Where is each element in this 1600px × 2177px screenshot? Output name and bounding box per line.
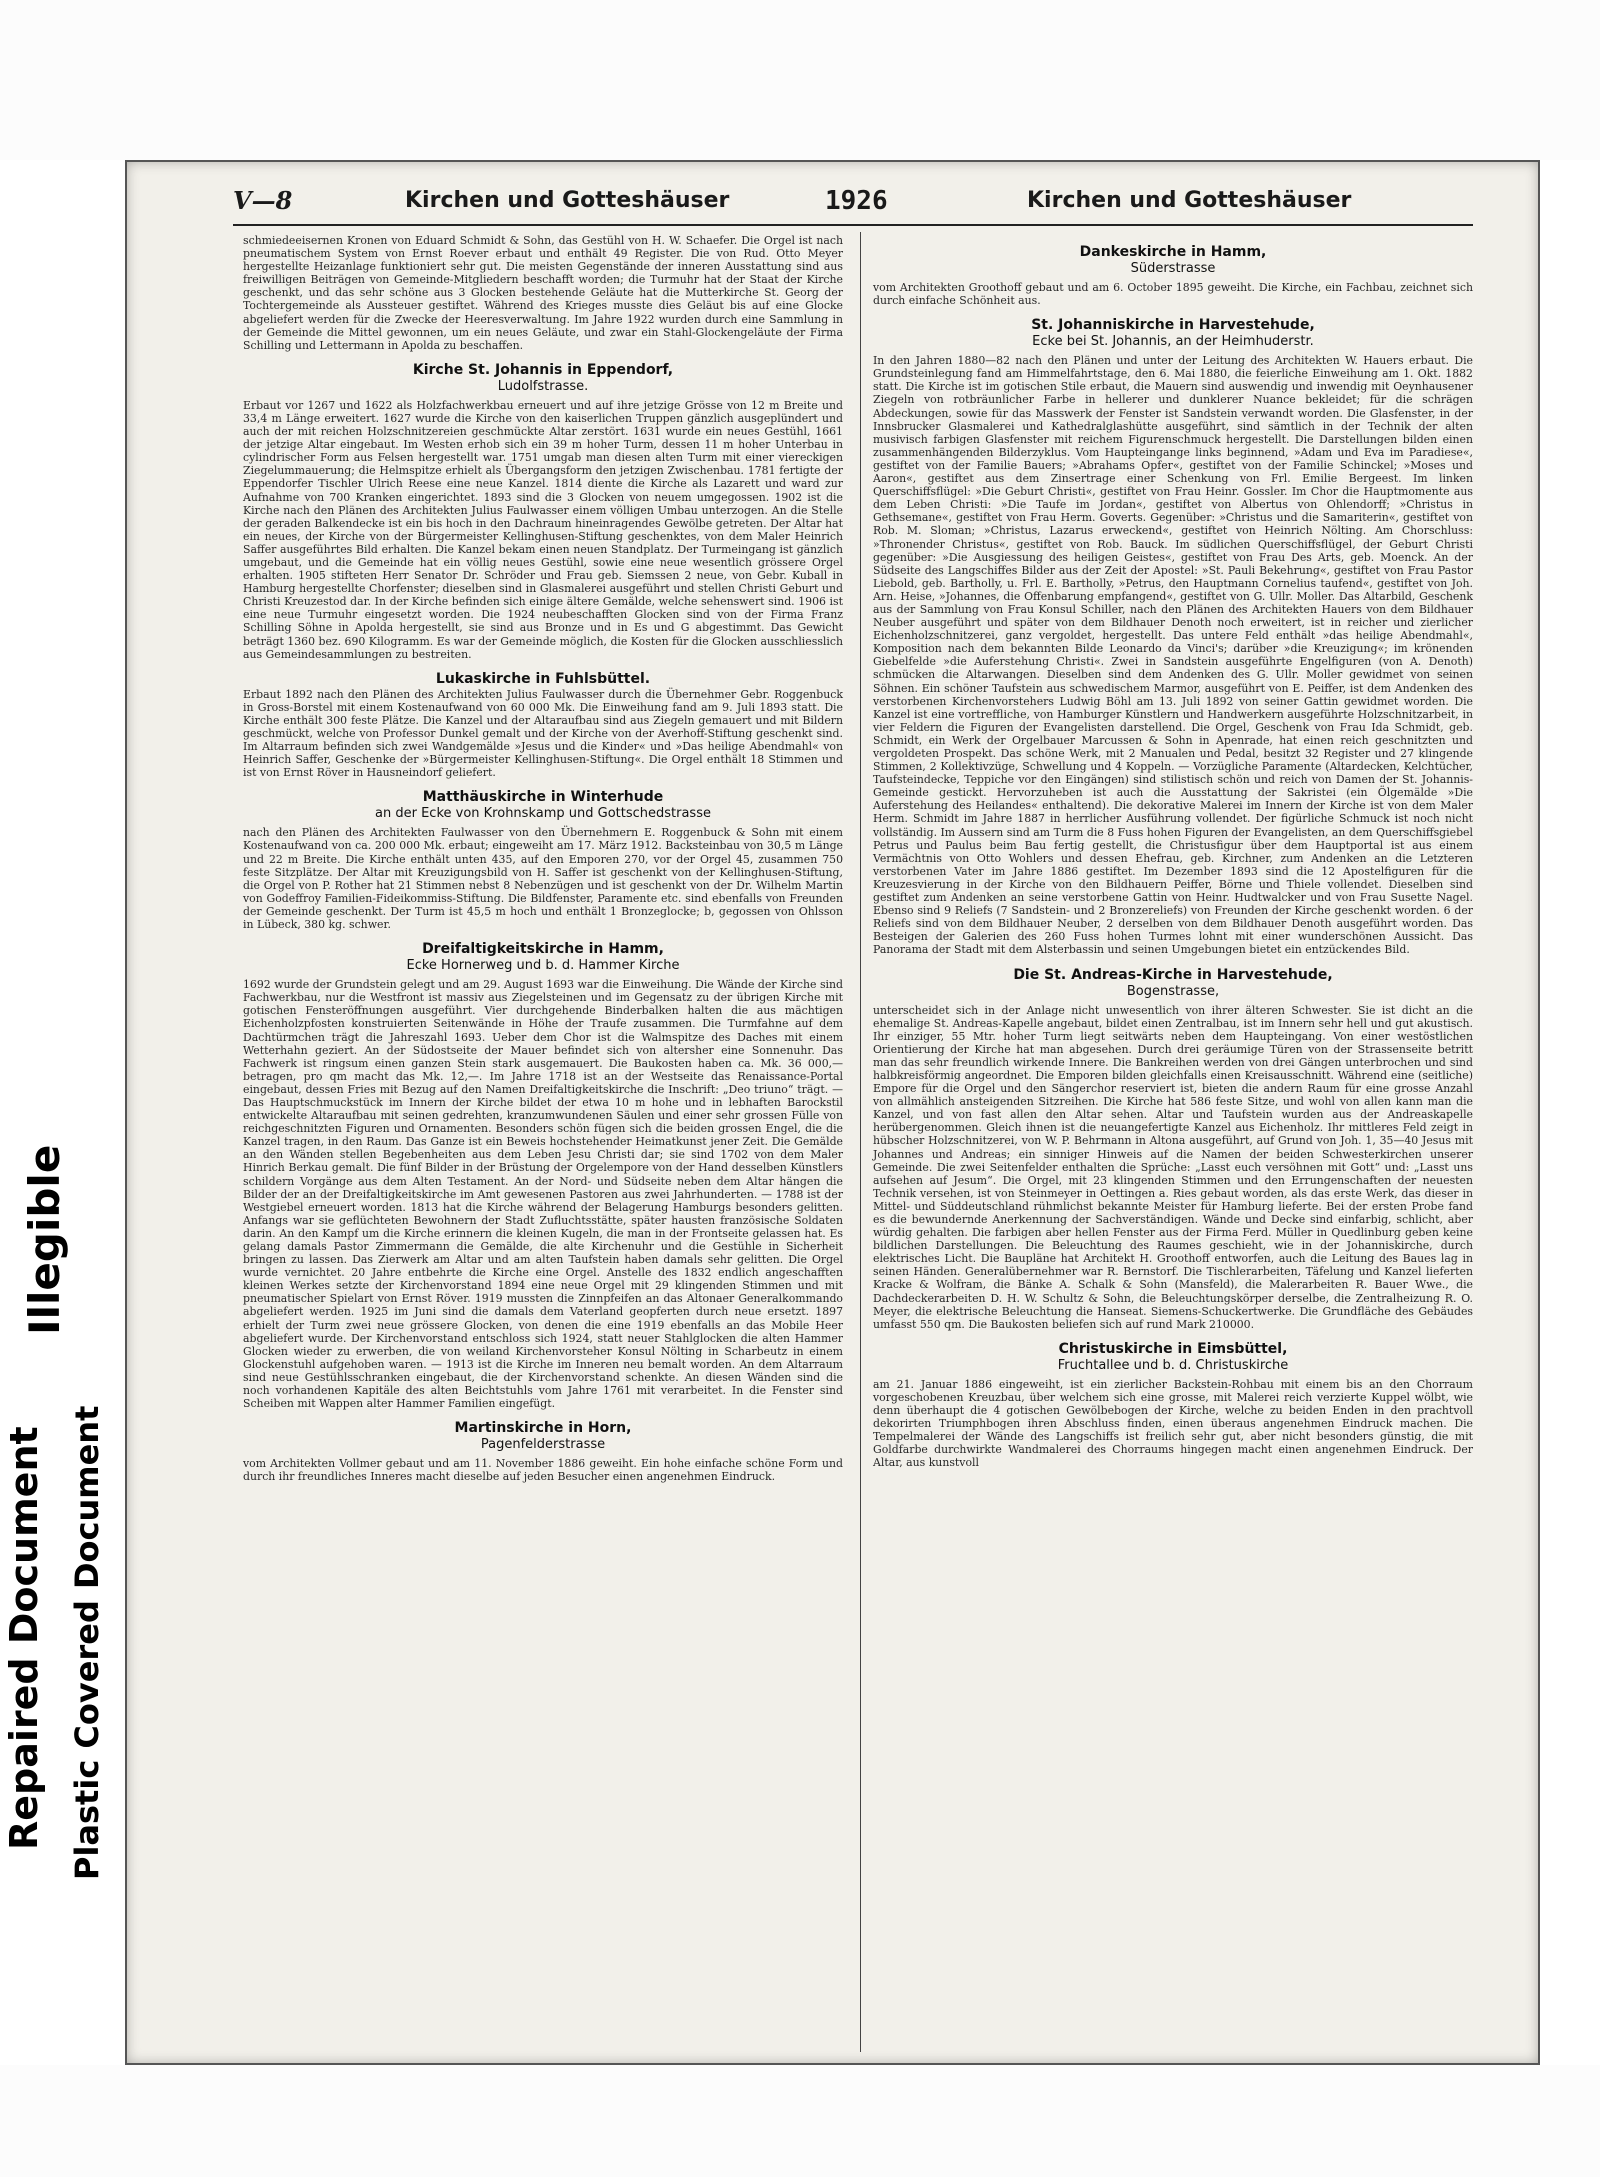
church-entry	[243, 1420, 843, 1483]
church-description: In den Jahren 1880—82 nach den Plänen und unter der Leitung des Architekten W. Hauers erbaut. Die Grundsteinlegung fand am Himmelfahrtstage, den 6. Mai 1880, die feierliche Einweihung am 1. Okt. 1882 statt. Die Kirche ist im gotischen Stile erbaut, die Mauern sind auswendig und inwendig mit Oeynhausener Ziegeln von rotbräunlicher Farbe in hellerer und dunklerer Nuance bekleidet; für die schrägen Abdeckungen, sowie für das Masswerk der Fenster ist Sandstein verwandt worden. Die Glasfenster, in der Innsbrucker Glasmalerei und Kathedralglashütte ausgeführt, sind sämtlich in der Technik der alten musivisch farbigen Glasfenster mit reichem Figurenschmuck hergestellt. Die Darstellungen bilden einen zusammenhängenden Bilderzyklus. Vom Haupteingange links beginnend, »Adam und Eva im Paradiese«, gestiftet von der Familie Bauers; »Abrahams Opfer«, gestiftet von der Familie Schinckel; »Moses und Aaron«, gestiftet aus dem Zinsertrage einer Schenkung von Frl. Emilie Bergeest. Im linken Querschiffsflügel: »Die Geburt Christi«, gestiftet von Frau Heinr. Gossler. Im Chor die Hauptmomente aus dem Leben Christi: »Die Taufe im Jordan«, gestiftet von Albertus von Ohlendorff; »Christus in Gethsemane«, gestiftet von Frau Herm. Goverts. Gegenüber: »Christus und die Samariterin«, gestiftet von Rob. M. Sloman; »Christus, Lazarus erweckend«, gestiftet von Heinrich Nölting. Am Chorschluss: »Thronender Christus«, gestiftet von Rob. Bauck. Im südlichen Querschiffsflügel, der Geburt Christi gegenüber: »Die Ausgiessung des heiligen Geistes«, gestiftet von Frau Des Arts, geb. Moenck. An der Südseite des Langschiffes Bilder aus der Zeit der Apostel: »St. Pauli Bekehrung«, gestiftet von Frau Pastor Liebold, geb. Bartholly, u. Frl. E. Bartholly, »Petrus, den Hauptmann Cornelius taufend«, gestiftet von Joh. Arn. Heise, »Johannes, die Offenbarung empfangend«, gestiftet von G. Ullr. Moller. Das Altarbild, Geschenk aus der Sammlung von Frau Konsul Schiller, nach den Plänen des Architekten Hauers von dem Bildhauer Neuber ausgeführt und später von dem Bildhauer Denoth noch erweitert, ist in reicher und zierlicher Eichenholzschnitzerei, ganz vergoldet, hergestellt. Das untere Feld enthält »das heilige Abendmahl«, Komposition nach dem bekannten Bilde Leonardo da Vinci's; darüber »die Kreuzigung«; im krönenden Giebelfelde »die Auferstehung Christi«. Zwei in Sandstein ausgeführte Engelfiguren (von A. Denoth) schmücken die Altarwangen. Dieselben sind dem Andenken des G. Ullr. Moller gewidmet von seinen Söhnen. Ein schöner Taufstein aus schwedischem Marmor, ausgeführt von E. Peiffer, ist dem Andenken des verstorbenen Kirchenvorstehers Ludwig Böhl am 13. Juli 1892 von seiner Gattin gewidmet worden. Die Kanzel ist eine vortreffliche, von Hamburger Künstlern und Handwerkern ausgeführte Holzschnitzarbeit, in vier Feldern die Figuren der Evangelisten darstellend. Die Orgel, Geschenk von Frau Ida Schmidt, geb. Schmidt, ein Werk der Orgelbauer Marcussen & Sohn in Apenrade, hat einen reich geschnitzten und vergoldeten Prospekt. Das schöne Werk, mit 2 Manualen und Pedal, besitzt 32 Register und 27 klingende Stimmen, 2 Kollektivzüge, Schwellung und 4 Koppeln. — Vorzügliche Paramente (Altardecken, Kelchtücher, Taufsteindecke, Teppiche vor den Eingängen) sind stilistisch schön und reich von Damen der St. Johannis-Gemeinde gestickt. Hervorzuheben ist auch die Ausstattung der Sakristei (ein Ölgemälde »Die Auferstehung des Heilandes« enthaltend). Die dekorative Malerei im Innern der Kirche ist von dem Maler Herm. Schmidt im Jahre 1887 in herrlicher Ausführung vollendet. Der figürliche Schmuck ist noch nicht vollständig. Im Aussern sind am Turm die 8 Fuss hohen Figuren der Evangelisten, an dem Querschiffsgiebel Petrus und Paulus beim Bau fertig gestellt, die Christusfigur über dem Hauptportal ist aus einem Vermächtnis von Otto Wohlers und dessen Ehefrau, geb. Kirchner, zum Andenken an die Letzteren verstorbenen Vater im Jahre 1886 gestiftet. Im Dezember 1893 sind die 12 Apostelfiguren für die Kreuzesvierung in der Kirche von den Bildhauern Peiffer, Börne und Thiele vollendet. Dieselben sind gestiftet zum Andenken an seine verstorbene Gattin von Heinr. Hudtwalcker und von Frau Susette Nagel. Ebenso sind 9 Reliefs (7 Sandstein- und 2 Bronzereliefs) von Freunden der Kirche geschenkt worden. 6 der Reliefs sind von dem Bildhauer Neuber, 2 derselben von dem Bildhauer Denoth ausgeführt worden. Das Besteigen der Galerien des 260 Fuss hohen Turmes lohnt mit einer wunderschönen Aussicht. Das Panorama der Stadt mit dem Alsterbassin und seinen Umgebungen bietet ein entzückendes Bild.	[873, 354, 1473, 957]
church-address: Ecke bei St. Johannis, an der Heimhuderstr.	[1032, 334, 1314, 350]
church-title: Kirche St. Johannis in Eppendorf,	[412, 361, 674, 378]
right-column	[873, 234, 1473, 1474]
church-address: an der Ecke von Krohnskamp und Gottschedstrasse	[375, 806, 711, 822]
church-title: St. Johanniskirche in Harvestehude,	[1031, 317, 1315, 334]
church-description: vom Architekten Groothoff gebaut und am 6. October 1895 geweiht. Die Kirche, ein Fachbau, zeichnet sich durch einfache Schönheit aus.	[873, 281, 1473, 308]
church-entry	[243, 671, 843, 780]
church-title: Dreifaltigkeitskirche in Hamm,	[422, 941, 664, 958]
page-number: V—8	[233, 186, 293, 215]
church-title: Lukaskirche in Fuhlsbüttel.	[435, 670, 651, 687]
church-description: 1692 wurde der Grundstein gelegt und am 29. August 1693 war die Einweihung. Die Wände der Kirche sind Fachwerkbau, nur die Westfront ist massiv aus Ziegelsteinen und im Gegensatz zu der übrigen Kirche mit gotischen Fensteröffnungen ausgeführt. Vier durchgehende Binderbalken halten die aus mächtigen Eichenholzpfosten konstruierten Seitenwände in Höhe der Traufe zusammen. Die Turmfahne auf dem Dachtürmchen trägt die Jahreszahl 1693. Ueber dem Chor ist die Walmspitze des Daches mit einem Wetterhahn geziert. An der Südostseite der Mauer befindet sich von altersher eine Sonnenuhr. Das Fachwerk ist ringsum einen ganzen Stein stark ausgemauert. Die Baukosten haben ca. Mk. 36 000,— betragen, pro qm macht das Mk. 12,—. Im Jahre 1718 ist an der Westseite das Renaissance-Portal eingebaut, dessen Fries mit Bezug auf den Namen Dreifaltigkeitskirche die Inschrift: „Deo triuno“ trägt. — Das Hauptschmuckstück im Innern der Kirche bildet der etwa 10 m hohe und in lebhaften Barockstil entwickelte Altaraufbau mit seinen gedrehten, kranzumwundenen Säulen und einer sehr grossen Fülle von reichgeschnitzten Figuren und Ornamenten. Besonders schön fügen sich die beiden grossen Engel, die die Kanzel tragen, in den Raum. Das Ganze ist ein Beweis hochstehender Heimatkunst jener Zeit. Die Gemälde an den Wänden stellen Begebenheiten aus dem Leben Jesu Christi dar; sie sind 1702 von dem Maler Hinrich Berkau gemalt. Die fünf Bilder in der Brüstung der Orgelempore von der Hand desselben Künstlers schildern Vorgänge aus dem Alten Testament. An der Nord- und Südseite neben dem Altar hängen die Bilder der an der Dreifaltigkeitskirche im Amt gewesenen Pastoren aus zwei Jahrhunderten. — 1788 ist der Westgiebel erneuert worden. 1813 hat die Kirche während der Belagerung Hamburgs besonders gelitten. Anfangs war sie geflüchteten Bewohnern der Stadt Zufluchtsstätte, später hausten französische Soldaten darin. An den Kampf um die Kirche erinnern die kleinen Kugeln, die man in der Frontseite gelassen hat. Es gelang damals Pastor Zimmermann die Gemälde, die alte Kirchenuhr und die Gestühle in Sicherheit bringen zu lassen. Das Zierwerk am Altar und am alten Taufstein haben damals sehr gelitten. Die Orgel wurde vernichtet. 20 Jahre entbehrte die Kirche eine Orgel. Anstelle des 1832 endlich angeschafften kleinen Werkes setzte der Kirchenvorstand 1894 eine neue Orgel mit 29 klingenden Stimmen und mit pneumatischer Spielart von Ernst Röver. 1919 mussten die Zinnpfeifen an das Altonaer Generalkommando abgeliefert werden. 1925 im Juni sind die damals dem Vaterland geopferten durch neue ersetzt. 1897 erhielt der Turm zwei neue grössere Glocken, von denen die eine 1919 ebenfalls an das Mobile Heer abgeliefert wurde. Der Kirchenvorstand entschloss sich 1924, statt neuer Stahlglocken die alten Hammer Glocken wieder zu erwerben, die von weiland Kirchenvorsteher Konsul Nölting in Scharbeutz in einem Glockenstuhl aufgehoben waren. — 1913 ist die Kirche im Inneren neu bemalt worden. An dem Altarraum sind neue Gestühlsschranken eingebaut, die der Kirchenvorstand schenkte. An diesen Wänden sind die noch vorhandenen Kapitäle des alten Beichtstuhls vom Jahre 1761 mit verarbeitet. In die Fenster sind Scheiben mit Wappen alter Hammer Familien eingefügt.	[243, 978, 843, 1411]
church-title: Dankeskirche in Hamm,	[1079, 244, 1267, 260]
column-divider	[860, 232, 861, 2052]
church-description: unterscheidet sich in der Anlage nicht unwesentlich von ihrer älteren Schwester. Sie ist dicht an die ehemalige St. Andreas-Kapelle angebaut, bildet einen Zentralbau, ist im Innern sehr hell und gut akustisch. Ihr einziger, 55 Mtr. hoher Turm liegt seitwärts neben dem Haupteingang. Von einer westöstlichen Orientierung der Kirche hat man abgesehen. Durch drei geräumige Türen von der Strassenseite betritt man das sehr freundlich wirkende Innere. Die Bankreihen werden von drei Gängen unterbrochen und sind halbkreisförmig angeordnet. Die Emporen bilden gleichfalls einen Kreisausschnitt. Während eine (seitliche) Empore für die Orgel und den Sängerchor reserviert ist, bieten die andern Raum für eine grosse Anzahl von allmählich ansteigenden Sitzreihen. Die Kirche hat 586 feste Sitze, und wohl von allen kann man die Kanzel, und von fast allen den Altar sehen. Altar und Taufstein wurden aus der Andreaskapelle herübergenommen. Gleich ihnen ist die neuangefertigte Kanzel aus Eichenholz. Ihr mittleres Feld zeigt in hübscher Holzschnitzerei, von W. P. Behrmann in Altona ausgeführt, auf Grund von Joh. 1, 35—40 Jesus mit Johannes und Andreas; ein sinniger Hinweis auf die Namen der beiden Schwesterkirchen unserer Gemeinde. Die zwei Seitenfelder enthalten die Sprüche: „Lasst euch versöhnen mit Gott“ und: „Lasst uns aufsehen auf Jesum“. Die Orgel, mit 23 klingenden Stimmen und den Errungenschaften der neuesten Technik versehen, ist von Steinmeyer in Oettingen a. Ries gebaut worden, als das erste Werk, das dieser in Mittel- und Süddeutschland rühmlichst bekannte Meister für Hamburg lieferte. Bei der ersten Probe fand es die bewundernde Anerkennung der Sachverständigen. Wände und Decke sind einfarbig, schlicht, aber würdig gehalten. Die farbigen aber hellen Fenster aus der Firma Ferd. Müller in Quedlinburg geben keine bildlichen Darstellungen. Die Beleuchtung des Raumes geschieht, wie in der Johanniskirche, durch elektrisches Licht. Die Baupläne hat Architekt H. Groothoff entworfen, auch die Leitung des Baues lag in seinen Händen. Generalübernehmer war R. Bernstorf. Die Tischlerarbeiten, Täfelung und Kanzel lieferten Kracke & Wolfram, die Bänke A. Schalk & Sohn (Mansfeld), die Malerarbeiten R. Bauer Wwe., die Dachdeckerarbeiten D. H. W. Schultz & Sohn, die Beleuchtungskörper derselbe, die Zentralheizung R. O. Meyer, die elektrische Beleuchtung die Hanseat. Siemens-Schuckertwerke. Die Grundfläche des Gebäudes umfasst 550 qm. Die Baukosten beliefen sich auf rund Mark 210000.	[873, 1003, 1473, 1331]
church-title: Matthäuskirche in Winterhude	[422, 789, 664, 806]
church-address: Ecke Hornerweg und b. d. Hammer Kirche	[406, 958, 680, 974]
church-title: Christuskirche in Eimsbüttel,	[1058, 1340, 1288, 1357]
church-description: Erbaut vor 1267 und 1622 als Holzfachwerkbau erneuert und auf ihre jetzige Grösse von 12 m Breite und 33,4 m Länge erweitert. 1627 wurde die Kirche von den kaiserlichen Truppen gänzlich ausgeplündert und auch der mit reichen Holzschnitzereien geschmückte Altar zerstört. 1631 wurde ein neues Gestühl, 1661 der jetzige Altar eingebaut. Im Westen erhob sich ein 39 m hoher Turm, dessen 11 m hoher Unterbau in cylindrischer Form aus Felsen hergestellt war. 1751 umgab man diesen alten Turm mit einer viereckigen Ziegelummauerung; die Helmspitze erhielt als Übergangsform den jetzigen Zwischenbau. 1781 fertigte der Eppendorfer Tischler Ulrich Reese eine neue Kanzel. 1814 diente die Kirche als Lazarett und ward zur Aufnahme von 700 Kranken eingerichtet. 1893 sind die 3 Glocken von neuem umgegossen. 1902 ist die Kirche nach den Plänen des Architekten Julius Faulwasser einem völligen Umbau unterzogen. An die Stelle der geraden Balkendecke ist ein bis hoch in den Dachraum hineinragendes Gewölbe getreten. Der Altar hat ein neues, der Kirche von der Bürgermeister Kellinghusen-Stiftung geschenktes, von dem Maler Heinrich Saffer ausgeführtes Bild erhalten. Die Kanzel bekam einen neuen Standplatz. Der Turmeingang ist gänzlich umgebaut, und die Gemeinde hat ein völlig neues Gestühl, sowie eine neue wesentlich grössere Orgel erhalten. 1905 stifteten Herr Senator Dr. Schröder und Frau geb. Siemssen 2 neue, von Gebr. Kuball in Hamburg hergestellte Chorfenster; dieselben sind in Glasmalerei ausgeführt und stellen Christi Geburt und Christi Kreuzestod dar. In der Kirche befinden sich einige ältere Gemälde, welche sehenswert sind. 1906 ist eine neue Turmuhr eingesetzt worden. Die 1924 neubeschafften Glocken sind von der Firma Franz Schilling Söhne in Apolda hergestellt, sie sind aus Bronze und in Es und G abgestimmt. Das Gewicht beträgt 1360 bez. 690 Kilogramm. Es war der Gemeinde möglich, die Kosten für die Glocken ausschliesslich aus Gemeindesammlungen zu bestreiten.	[243, 398, 843, 661]
church-entry	[873, 967, 1473, 1331]
church-address: Süderstrasse	[1130, 261, 1216, 276]
church-entry	[243, 941, 843, 1410]
church-description: Erbaut 1892 nach den Plänen des Architekten Julius Faulwasser durch die Übernehmer Gebr. Roggenbuck in Gross-Borstel mit einem Kostenaufwand von 60 000 Mk. Die Einweihung fand am 9. Juli 1893 statt. Die Kirche enthält 300 feste Plätze. Die Kanzel und der Altaraufbau sind aus Ziegeln gemauert und mit Bildern geschmückt, welche von Professor Dunkel gemalt und der Kirche von der Averhoff-Stiftung geschenkt sind. Im Altarraum befinden sich zwei Wandgemälde »Jesus und die Kinder« und »Das heilige Abendmahl« von Heinrich Saffer, Geschenke der »Bürgermeister Kellinghusen-Stiftung«. Die Orgel enthält 18 Stimmen und ist von Ernst Röver in Hausneindorf geliefert.	[243, 687, 843, 780]
repaired-document-label: Repaired Document	[2, 1426, 46, 1850]
left-column	[243, 234, 843, 1487]
church-entry	[873, 317, 1473, 956]
running-title-left: Kirchen und Gotteshäuser	[405, 188, 730, 213]
archival-margin	[0, 1080, 125, 1880]
church-address: Ludolfstrasse.	[497, 378, 589, 394]
intro-paragraph: schmiedeeisernen Kronen von Eduard Schmidt & Sohn, das Gestühl von H. W. Schaefer. Die Orgel ist nach pneumatischem System von Ernst Roever erbaut und enthält 49 Register. Die von Rud. Otto Meyer hergestellte Heizanlage funktioniert sehr gut. Die meisten Gegenstände der inneren Ausstattung sind aus freiwilligen Beiträgen von Gemeinde-Mitgliedern beschafft worden; die Turmuhr hat der Staat der Kirche geschenkt, und das sehr schöne aus 3 Glocken bestehende Geläute hat die Mutterkirche St. Georg der Tochtergemeinde als Aussteuer gestiftet. Während des Krieges musste dies Geläut bis auf eine Glocke abgeliefert werden für die Zwecke der Heeresverwaltung. Im Jahre 1922 wurden durch eine Sammlung in der Gemeinde die Mittel gewonnen, um ein neues Geläute, und zwar ein Stahl-Glockengeläute der Firma Schilling und Lettermann in Apolda zu beschaffen.	[243, 234, 843, 352]
illegible-label: Illegible	[20, 1144, 69, 1335]
page-header	[125, 160, 1540, 234]
church-entry	[873, 244, 1473, 307]
church-title: Martinskirche in Horn,	[454, 1420, 632, 1437]
running-title-right: Kirchen und Gotteshäuser	[1027, 188, 1352, 213]
scan-border-bottom	[0, 2065, 1600, 2177]
church-entry	[243, 362, 843, 661]
church-address: Fruchtallee und b. d. Christuskirche	[1057, 1357, 1289, 1373]
church-address: Bogenstrasse,	[1126, 983, 1220, 999]
church-description: am 21. Januar 1886 eingeweiht, ist ein zierlicher Backstein-Rohbau mit einem bis an den Chorraum vorgeschobenen Kreuzbau, über welchem sich eine grosse, mit Malerei reich verzierte Kuppel wölbt, wie denn überhaupt die 4 gotischen Gewölbebogen der Kirche, welche zu beiden Enden in den prachtvoll dekorirten Triumphbogen ihren Abschluss finden, einen überaus angenehmen Eindruck machen. Die Tempelmalerei der Wände des Langschiffs ist freilich sehr gut, aber nicht besonders günstig, die mit Goldfarbe durchwirkte Wandmalerei des Chorraums hingegen macht einen angenehmen Eindruck. Der Altar, aus kunstvoll	[873, 1377, 1473, 1470]
plastic-covered-label: Plastic Covered Document	[68, 1405, 106, 1880]
church-description: nach den Plänen des Architekten Faulwasser von den Übernehmern E. Roggenbuck & Sohn mit einem Kostenaufwand von ca. 200 000 Mk. erbaut; eingeweiht am 17. März 1912. Backsteinbau von 30,5 m Länge und 22 m Breite. Die Kirche enthält unten 435, auf den Emporen 270, vor der Orgel 45, zusammen 750 feste Sitzplätze. Der Altar mit Kreuzigungsbild von H. Saffer ist geschenkt von der Kellinghusen-Stiftung, die Orgel von P. Rother hat 21 Stimmen nebst 8 Nebenzügen und ist geschenkt von der Dr. Wilhelm Martin von Godeffroy Familien-Fideikommiss-Stiftung. Die Bildfenster, Paramente etc. sind ebenfalls von Freunden der Gemeinde geschenkt. Der Turm ist 45,5 m hoch und enthält 1 Bronzeglocke; b, gegossen von Ohlsson in Lübeck, 380 kg. schwer.	[243, 826, 843, 932]
newspaper-page	[125, 160, 1540, 2065]
page-year: 1926	[825, 186, 888, 216]
header-rule	[233, 224, 1473, 226]
church-description: vom Architekten Vollmer gebaut und am 11. November 1886 geweiht. Ein hohe einfache schöne Form und durch ihr freundliches Inneres macht dieselbe auf jeden Besucher einen angenehmen Eindruck.	[243, 1457, 843, 1484]
church-address: Pagenfelderstrasse	[480, 1437, 606, 1453]
church-title: Die St. Andreas-Kirche in Harvestehude,	[1013, 966, 1333, 983]
church-entry	[873, 1341, 1473, 1470]
church-entry	[243, 789, 843, 931]
scan-border-top	[0, 0, 1600, 160]
